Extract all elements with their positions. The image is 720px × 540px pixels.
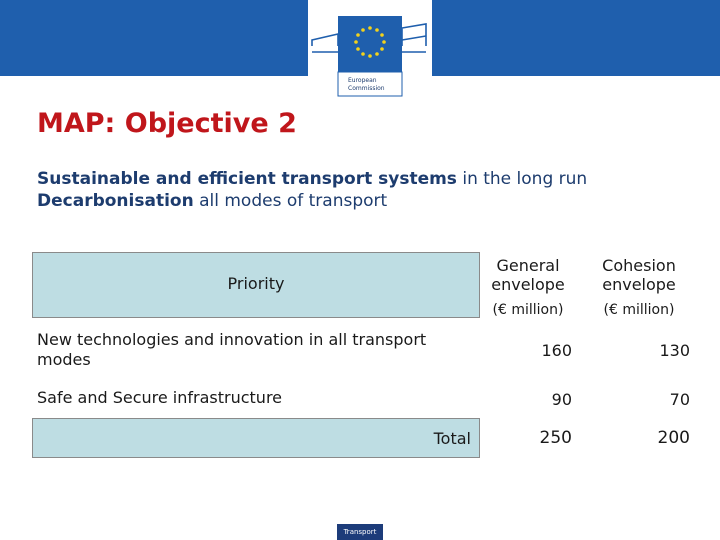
table-row-general-value: 160 bbox=[541, 340, 572, 360]
table-row-cohesion-value: 130 bbox=[659, 340, 690, 360]
header-cohesion: Cohesion envelope bbox=[602, 256, 676, 294]
table-row-general-value: 90 bbox=[551, 389, 572, 409]
svg-text:Commission: Commission bbox=[348, 85, 385, 92]
total-label: Total bbox=[32, 418, 480, 458]
header-priority: Priority bbox=[32, 252, 480, 318]
objective-table bbox=[32, 252, 694, 458]
table-row-cohesion-value: 70 bbox=[669, 389, 690, 409]
total-cohesion-value: 200 bbox=[657, 428, 690, 448]
subtitle-line1-bold: Sustainable and efficient transport systems bbox=[37, 169, 457, 189]
slide-subtitle bbox=[37, 168, 587, 212]
european-commission-logo bbox=[308, 0, 432, 98]
table-row-priority: Safe and Secure infrastructure bbox=[37, 388, 283, 407]
header-general-unit: (€ million) bbox=[492, 302, 564, 318]
subtitle-line2-rest: all modes of transport bbox=[193, 191, 388, 211]
slide-title: MAP: Objective 2 bbox=[37, 108, 297, 139]
header-general: General envelope bbox=[491, 256, 565, 294]
header-cohesion-unit: (€ million) bbox=[603, 302, 675, 318]
subtitle-line1-rest: in the long run bbox=[456, 169, 588, 189]
subtitle-line2-bold: Decarbonisation bbox=[37, 191, 194, 211]
table-row-priority: New technologies and innovation in all transport modes bbox=[37, 330, 427, 369]
total-general-value: 250 bbox=[539, 428, 572, 448]
footer-transport-tag: Transport bbox=[337, 524, 383, 540]
svg-text:European: European bbox=[348, 77, 377, 84]
